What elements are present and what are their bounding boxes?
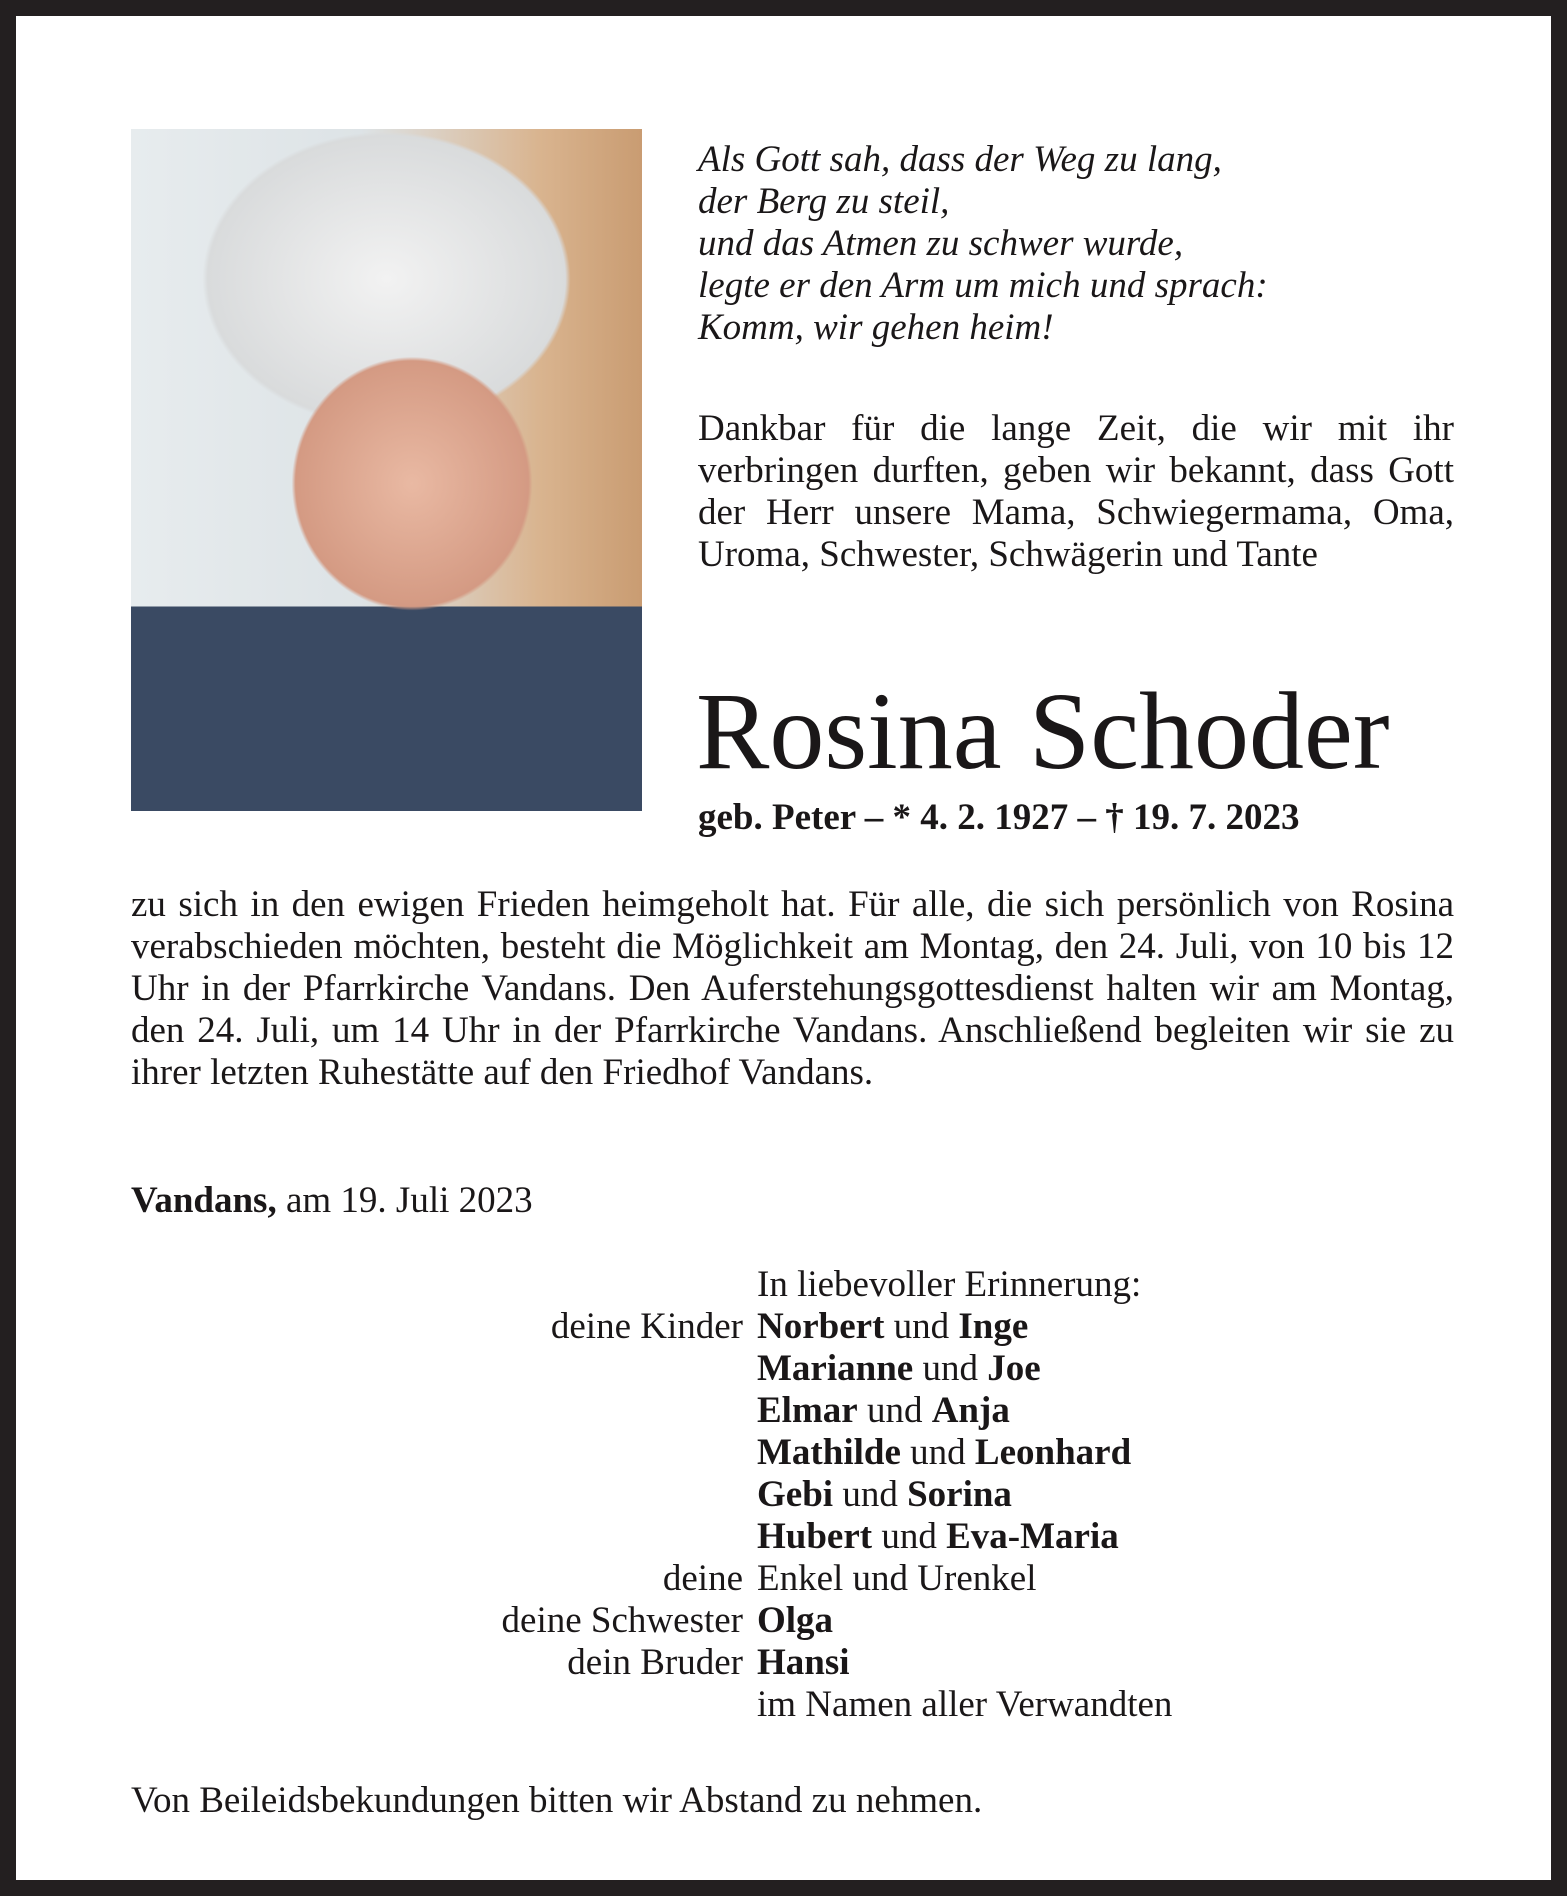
couple-row <box>131 1390 1172 1432</box>
deceased-name: Rosina Schoder <box>696 670 1390 792</box>
portrait-photo <box>131 129 642 811</box>
relation-label: dein Bruder <box>567 1642 743 1683</box>
couple-row <box>131 1516 1172 1558</box>
poem-line: legte er den Arm um mich und sprach: <box>698 265 1268 306</box>
und-word: und <box>857 1390 932 1431</box>
poem <box>698 139 1268 349</box>
und-word: und <box>872 1516 947 1557</box>
intro-text: Dankbar für die lange Zeit, die wir mit ihr verbringen durften, geben wir bekannt, dass Gott der Herr unsere Mama, Schwiegermama, Oma, Uroma, Schwester, Schwägerin und Tante <box>698 408 1454 575</box>
relation-names: Olga <box>757 1600 834 1641</box>
partner-name: Eva-Maria <box>946 1516 1119 1557</box>
child-name: Marianne <box>757 1348 914 1389</box>
relation-label <box>131 1390 757 1432</box>
obituary-page <box>16 16 1551 1880</box>
relation-names: Enkel und Urenkel <box>757 1558 1037 1599</box>
relation-label: deine Kinder <box>550 1306 743 1347</box>
child-name: Norbert <box>757 1306 885 1347</box>
und-word: und <box>913 1348 988 1389</box>
relation-label <box>131 1474 757 1516</box>
child-name: Hubert <box>757 1516 873 1557</box>
relation-label <box>131 1348 757 1390</box>
child-name: Elmar <box>757 1390 858 1431</box>
couple-row <box>131 1474 1172 1516</box>
couple-row <box>131 1306 1172 1348</box>
und-word: und <box>900 1432 975 1473</box>
poem-line: Komm, wir gehen heim! <box>698 307 1054 348</box>
child-name: Gebi <box>757 1474 834 1515</box>
poem-line: Als Gott sah, dass der Weg zu lang, <box>698 139 1222 180</box>
date: am 19. Juli 2023 <box>276 1180 533 1221</box>
town: Vandans, <box>131 1180 277 1221</box>
relation-label <box>131 1516 757 1558</box>
relation-label: deine Schwester <box>501 1600 743 1641</box>
closing-line: im Namen aller Verwandten <box>757 1684 1173 1725</box>
couple-row <box>131 1348 1172 1390</box>
child-name: Mathilde <box>757 1432 901 1473</box>
footer-note: Von Beileidsbekundungen bitten wir Abstand zu nehmen. <box>131 1780 983 1821</box>
poem-line: der Berg zu steil, <box>698 181 950 222</box>
poem-line: und das Atmen zu schwer wurde, <box>698 223 1184 264</box>
partner-name: Sorina <box>907 1474 1012 1515</box>
partner-name: Inge <box>958 1306 1029 1347</box>
place-date <box>131 1179 533 1222</box>
relation-label: deine <box>662 1558 743 1599</box>
body-text: zu sich in den ewigen Frieden heimgeholt hat. Für alle, die sich persönlich von Rosina verabschieden möchten, besteht die Möglichkeit am Montag, den 24. Juli, von 10 bis 12 Uhr in der Pfarrkirche Vandans. Den Auferstehungsgottesdienst halten wir am Montag, den 24. Juli, um 14 Uhr in der Pfarrkirche Vandans. Anschließend begleiten wir sie zu ihrer letzten Ruhestätte auf den Friedhof Vandans. <box>131 884 1454 1093</box>
partner-name: Anja <box>931 1390 1010 1431</box>
couple-row <box>131 1432 1172 1474</box>
signature-heading: In liebevoller Erinnerung: <box>757 1264 1142 1305</box>
signature-block <box>131 1264 1172 1726</box>
partner-name: Joe <box>987 1348 1041 1389</box>
life-dates: geb. Peter – * 4. 2. 1927 – † 19. 7. 2023 <box>698 797 1300 838</box>
und-word: und <box>884 1306 959 1347</box>
relation-label <box>131 1432 757 1474</box>
partner-name: Leonhard <box>974 1432 1132 1473</box>
relation-names: Hansi <box>757 1642 850 1683</box>
und-word: und <box>833 1474 908 1515</box>
